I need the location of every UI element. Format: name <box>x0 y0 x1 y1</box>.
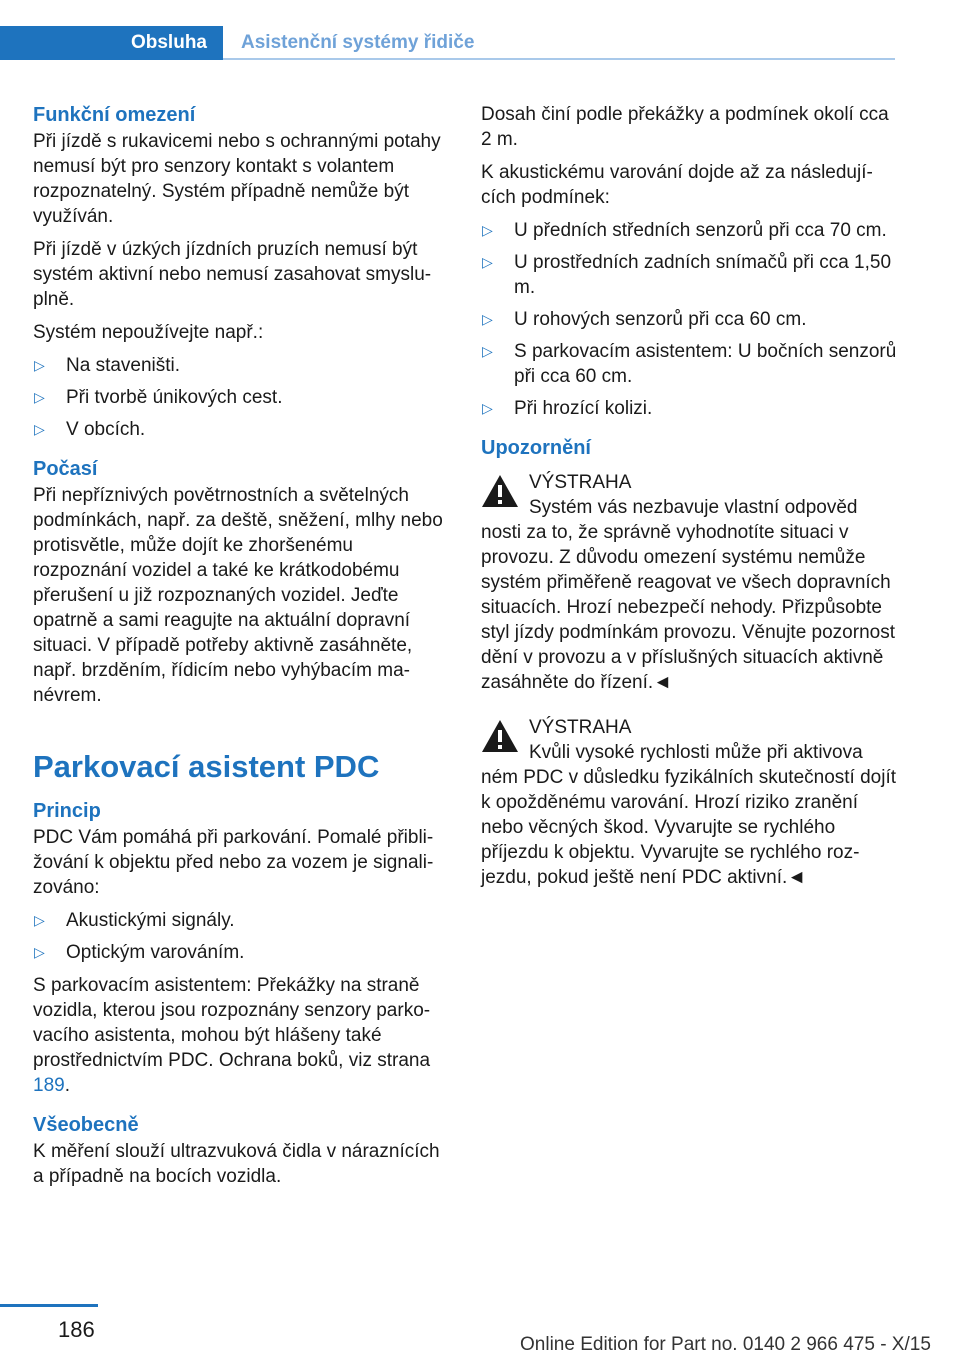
heading-pocasi: Počasí <box>33 458 98 480</box>
heading-princip: Princip <box>33 800 101 822</box>
paragraph-text: S parkovacím asistentem: Překážky na straně vozidla, kterou jsou rozpoznány senzory parkovacího asistenta, mohou být hlášeny také prostřednictvím PDC. Ochrana boků, viz strana <box>33 975 431 1071</box>
heading-funkcni-omezeni: Funkční omezení <box>33 104 196 126</box>
list-item <box>481 396 897 421</box>
heading-upozorneni: Upozornění <box>481 437 591 459</box>
list-item <box>481 218 897 243</box>
list-item <box>33 908 448 933</box>
paragraph-end: . <box>64 1075 70 1096</box>
paragraph: Dosah činí podle překážky a podmínek okolí cca 2 m. <box>481 104 889 150</box>
right-column <box>481 102 897 898</box>
list-item <box>481 339 897 389</box>
list-item <box>33 940 448 965</box>
warning-label: VÝSTRAHA <box>529 472 632 493</box>
header-tabs <box>0 26 895 62</box>
paragraph: Systém nepoužívejte např.: <box>33 322 264 343</box>
list-item-text: Při hrozící kolizi. <box>514 398 653 419</box>
paragraph: PDC Vám pomáhá při parkování. Pomalé přibližování k objektu před nebo za vozem je signalizováno: <box>33 827 434 898</box>
list-item <box>33 417 448 442</box>
footer-rule <box>0 1304 98 1307</box>
section-title[interactable]: Asistenční systémy řidiče <box>241 32 475 53</box>
bullet-list <box>33 908 448 965</box>
heading-vseobecne: Všeobecně <box>33 1114 139 1136</box>
edition-note: Online Edition for Part no. 0140 2 966 475 - X/15 <box>520 1334 931 1355</box>
tab-obsluha-label: Obsluha <box>130 32 207 53</box>
warning-block <box>481 470 897 695</box>
warning-first-line: Kvůli vysoké rychlosti může při aktivova <box>529 742 863 763</box>
triangle-bullet-icon: ▷ <box>34 912 45 928</box>
warning-triangle-icon <box>481 719 519 753</box>
warning-triangle-icon <box>481 474 519 508</box>
list-item-text: S parkovacím asistentem: U bočních senzorů při cca 60 cm. <box>514 341 897 387</box>
list-item-text: U rohových senzorů při cca 60 cm. <box>514 309 807 330</box>
list-item-text: V obcích. <box>66 419 146 440</box>
tab-obsluha[interactable] <box>0 26 223 60</box>
list-item <box>481 250 897 300</box>
left-column <box>33 102 448 1197</box>
warning-first-line: Systém vás nezbavuje vlastní odpověd <box>529 497 858 518</box>
warning-label: VÝSTRAHA <box>529 717 632 738</box>
list-item-text: U prostředních zadních snímačů při cca 1,50 m. <box>514 252 892 298</box>
list-item-text: Akustickými signály. <box>66 910 235 931</box>
warning-block <box>481 715 897 890</box>
page-number: 186 <box>58 1317 95 1342</box>
triangle-bullet-icon: ▷ <box>482 343 493 359</box>
paragraph <box>33 973 448 1098</box>
list-item-text: Na staveništi. <box>66 355 181 376</box>
bullet-list <box>33 353 448 442</box>
header-rule <box>223 58 895 60</box>
paragraph: K měření slouží ultrazvuková čidla v náraznících a případně na bocích vozidla. <box>33 1141 440 1187</box>
list-item-text: Při tvorbě únikových cest. <box>66 387 283 408</box>
triangle-bullet-icon: ▷ <box>34 421 45 437</box>
list-item <box>33 353 448 378</box>
list-item <box>33 385 448 410</box>
triangle-bullet-icon: ▷ <box>482 311 493 327</box>
triangle-bullet-icon: ▷ <box>482 400 493 416</box>
paragraph: Při jízdě s rukavicemi nebo s ochrannými potahy nemusí být pro senzory kontakt s volantem rozpoznatelný. Systém případně nemůže být využíván. <box>33 131 441 227</box>
list-item <box>481 307 897 332</box>
list-item-text: Optickým varováním. <box>66 942 245 963</box>
triangle-bullet-icon: ▷ <box>34 389 45 405</box>
list-item-text: U předních středních senzorů při cca 70 cm. <box>514 220 887 241</box>
bullet-list <box>481 218 897 421</box>
warning-text: nosti za to, že správně vyhodnotíte situaci v provozu. Z důvodu omezení systému nemůže systém přiměřeně reagovat ve všech dopravních situacích. Hrozí nebezpečí nehody. Přizpůsobte styl jízdy podmínkám provozu. Věnujte pozornost dění v provozu a v příslušných situacích aktivně zasáhněte do řízení.◄ <box>481 522 895 693</box>
paragraph: Při jízdě v úzkých jízdních pruzích nemusí být systém aktivní nebo nemusí zasahovat smysluplně. <box>33 239 432 310</box>
warning-text: ném PDC v důsledku fyzikálních skutečností dojít k opožděnému varování. Hrozí riziko zranění nebo věcných škod. Vyvarujte se rychlého příjezdu k objektu. Vyvarujte se rychlého rozjezdu, pokud ještě není PDC aktivní.◄ <box>481 767 897 888</box>
triangle-bullet-icon: ▷ <box>34 944 45 960</box>
triangle-bullet-icon: ▷ <box>482 222 493 238</box>
paragraph: Při nepříznivých povětrnostních a světelných podmínkách, např. za deště, sněžení, mlhy nebo protisvětle, může dojít ke zhoršenému rozpoznání vozidel a také ke krátkodobému přerušení u již rozpoznaných vozidel. Jeďte opatrně a sami reagujte na aktuální dopravní situaci. V případě potřeby aktivně zasáhněte, např. brzděním, řídicím nebo vyhýbacím manévrem. <box>33 485 443 706</box>
chapter-title: Parkovací asistent PDC <box>33 749 380 784</box>
page-link-189[interactable]: 189 <box>33 1075 65 1096</box>
triangle-bullet-icon: ▷ <box>482 254 493 270</box>
triangle-bullet-icon: ▷ <box>34 357 45 373</box>
paragraph: K akustickému varování dojde až za následujících podmínek: <box>481 162 873 208</box>
